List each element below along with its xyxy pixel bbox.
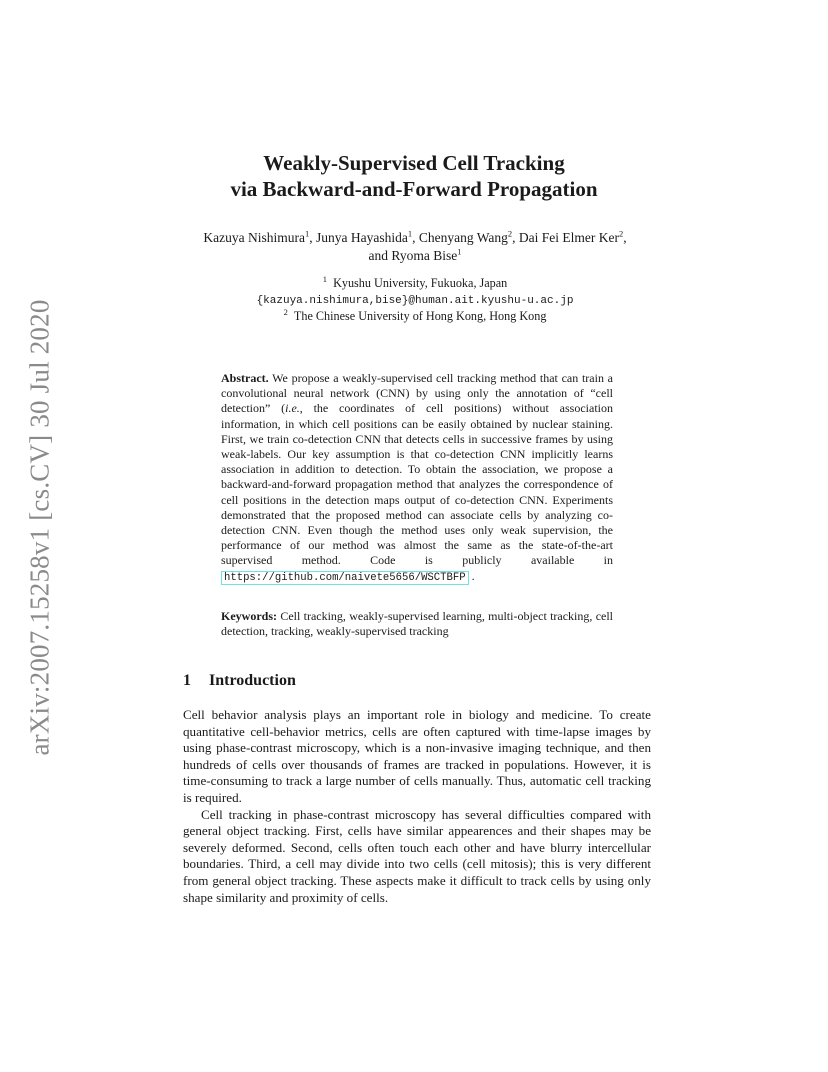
author-affiliation-marker: 1 [304,228,310,239]
section-title: Introduction [209,672,296,689]
title-line-2: via Backward-and-Forward Propagation [230,177,598,201]
author-affiliation-marker: 2 [618,228,624,239]
affiliations [170,273,660,325]
author-and: and [368,248,389,263]
abstract-text-cont: , the coordinates of cell positions) without association information, in which cell positions can be easily obtained by nuclear staining. First, we train co-detection CNN that detects cells in successive frames by using weak-labels. Our key assumption is that co-detection CNN implicitly learns association in addition to detection. To obtain the association, we propose a backward-and-forward propagation method that analyzes the correspondence of cell positions in the detection maps output of co-detection CNN. Experiments demonstrated that the proposed method can associate cells by analyzing co-detection CNN. Even though the method uses only weak supervision, the performance of our method was almost the same as the state-of-the-art supervised method. Code is publicly available in [221,401,613,568]
affiliation-marker: 1 [322,273,327,284]
abstract [221,371,613,586]
body-paragraph: Cell behavior analysis plays an important role in biology and medicine. To create quantitative cell-behavior metrics, cells are often captured with time-lapse images by using phase-contrast microscopy, which is a non-invasive imaging technique, and then hundreds of cells over thousands of frames are tracked in populations. However, it is time-consuming to track a large number of cells manually. Thus, automatic cell tracking is required. [183,707,651,805]
abstract-text: We propose a weakly-supervised cell tracking method that can train a convolutional neural network (CNN) by using only the annotation of “cell detection” ( [221,371,613,416]
author-name: Kazuya Nishimura [203,230,305,245]
arxiv-identifier [20,292,60,762]
keywords-label: Keywords: [221,609,277,623]
body-paragraph: Cell tracking in phase-contrast microscopy has several difficulties compared with general object tracking. First, cells have similar appearences and their shapes may be severely deformed. Second, cells often touch each other and have blurry intercellular boundaries. Third, a cell may divide into two cells (cell mitosis); this is very different from general object tracking. These aspects make it difficult to track cells by using only shape similarity and proximity of cells. [183,806,651,905]
author-list: Kazuya Nishimura$^1$, Junya Hayashida$^1$, Chenyang Wang$^2$, Dai Fei Elmer Ker$^2$, and Ryoma Bise$^1$ [203,228,627,263]
author-affiliation-marker: 1 [407,228,413,239]
paper-title [0,150,828,202]
keywords-text: Cell tracking, weakly-supervised learning, multi-object tracking, cell detection, tracking, weakly-supervised tracking [221,609,614,639]
section-heading [183,672,296,690]
author-emails: {kazuya.nishimura,bise}@human.ait.kyushu-u.ac.jp [256,294,574,307]
author-name: Junya Hayashida [315,230,408,245]
keywords [221,609,613,639]
section-number: 1 [183,672,191,689]
abstract-ie: i.e. [285,401,300,416]
arxiv-identifier-text: arXiv:2007.15258v1 [cs.CV] 30 Jul 2020 [24,298,55,756]
author-name: Chenyang Wang [418,230,508,245]
author-name: Ryoma Bise [391,248,458,263]
abstract-label: Abstract. [221,371,269,385]
title-line-1: Weakly-Supervised Cell Tracking [263,151,565,175]
author-affiliation-marker: 1 [457,246,462,257]
body-text [183,707,651,906]
abstract-end: . [471,568,475,583]
author-name: Dai Fei Elmer Ker [518,230,619,245]
affiliation-marker: 2 [283,306,288,317]
affiliation-1: Kyushu University, Fukuoka, Japan [333,276,508,290]
affiliation-2: The Chinese University of Hong Kong, Hong Kong [293,309,547,323]
author-affiliation-marker: 2 [507,228,513,239]
code-repository-link[interactable]: https://github.com/naivete5656/WSCTBFP [221,571,469,585]
